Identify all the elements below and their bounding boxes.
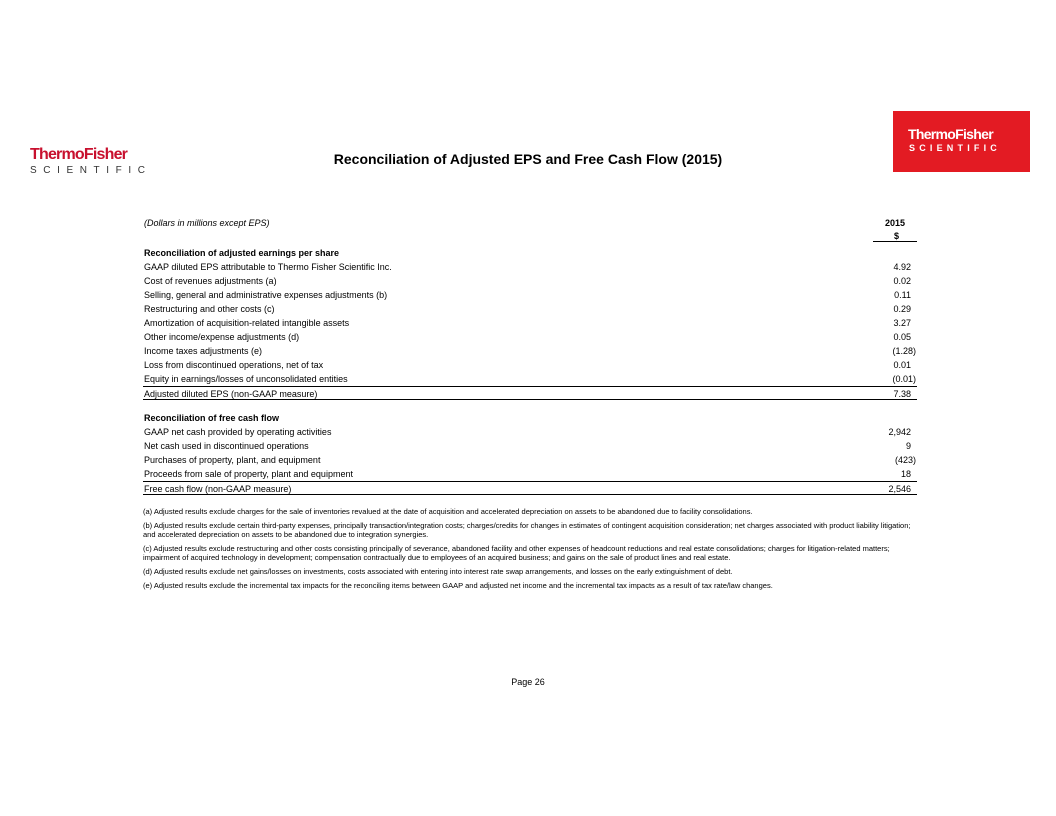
section-title: Reconciliation of free cash flow — [144, 413, 280, 423]
logo-right-brand: ThermoFisher — [908, 126, 993, 142]
total-label: Adjusted diluted EPS (non-GAAP measure) — [144, 389, 318, 399]
footnote-e: (e) Adjusted results exclude the incremental tax impacts for the reconciling items between GAAP and adjusted net income and the incremental tax impacts as a result of tax rate/law changes. — [143, 581, 773, 590]
footnote-a: (a) Adjusted results exclude charges for the sale of inventories revalued at the date of acquisition and accelerated depreciation on assets to be abandoned due to facility consolidations. — [143, 507, 753, 516]
row-label: GAAP diluted EPS attributable to Thermo Fisher Scientific Inc. — [144, 262, 392, 272]
table-row — [143, 330, 917, 344]
row-value: (1.28) — [892, 346, 916, 356]
table-row — [143, 316, 917, 330]
logo-left-sub: SCIENTIFIC — [30, 165, 152, 176]
table-row — [143, 425, 917, 439]
row-label: Purchases of property, plant, and equipment — [144, 455, 321, 465]
table-header-row — [143, 216, 917, 230]
row-label: Income taxes adjustments (e) — [144, 346, 263, 356]
row-value: 0.11 — [894, 290, 911, 300]
table-row — [143, 358, 917, 372]
table-row — [143, 288, 917, 302]
unit-row — [143, 230, 917, 242]
logo-right-sub: SCIENTIFIC — [909, 143, 1002, 153]
year-header: 2015 — [884, 218, 905, 228]
unit-label: $ — [893, 231, 899, 241]
row-label: Net cash used in discontinued operations — [144, 441, 309, 451]
row-value: (0.01) — [892, 374, 916, 384]
row-value: 3.27 — [893, 318, 911, 328]
table-caption: (Dollars in millions except EPS) — [144, 218, 270, 228]
row-label: Loss from discontinued operations, net of tax — [144, 360, 324, 370]
footnote-c: (c) Adjusted results exclude restructuring and other costs consisting principally of severance, abandoned facility and other expenses of headcount reductions and real estate consolidations; charges for litigation-related matters; impairment of acquired technology in development; compensation contractually due to employees of an acquired business; and gains on the sale of product lines and real estate. — [143, 544, 890, 562]
row-label: Amortization of acquisition-related intangible assets — [144, 318, 350, 328]
table-row — [143, 302, 917, 316]
eps-section-title-row — [143, 246, 917, 260]
total-value: 7.38 — [893, 389, 911, 399]
table-row — [143, 372, 917, 386]
footnotes — [143, 507, 917, 595]
table-row — [143, 439, 917, 453]
row-label: Proceeds from sale of property, plant and equipment — [144, 469, 353, 479]
page-number: Page 26 — [511, 677, 545, 687]
row-value: 0.01 — [893, 360, 911, 370]
row-label: Selling, general and administrative expenses adjustments (b) — [144, 290, 388, 300]
table-row — [143, 344, 917, 358]
footnote-b: (b) Adjusted results exclude certain third-party expenses, principally transaction/integration costs; charges/credits for changes in estimates of contingent acquisition consideration; net charges associated with product liability litigation; and accelerated depreciation on assets to be abandoned due to integration synergies. — [143, 521, 911, 539]
row-value: 9 — [905, 441, 911, 451]
table-row — [143, 260, 917, 274]
table-row — [143, 274, 917, 288]
reconciliation-table — [143, 216, 917, 495]
total-value: 2,546 — [888, 484, 911, 494]
total-row — [143, 481, 917, 495]
fcf-section-title-row — [143, 411, 917, 425]
row-value: 18 — [900, 469, 911, 479]
row-label: Restructuring and other costs (c) — [144, 304, 275, 314]
row-label: Equity in earnings/losses of unconsolidated entities — [144, 374, 348, 384]
section-title: Reconciliation of adjusted earnings per share — [144, 248, 340, 258]
row-value: 2,942 — [888, 427, 911, 437]
row-value: 0.29 — [893, 304, 911, 314]
row-value: 0.02 — [893, 276, 911, 286]
total-label: Free cash flow (non-GAAP measure) — [144, 484, 292, 494]
table-row — [143, 467, 917, 481]
row-value: 4.92 — [893, 262, 911, 272]
row-label: Cost of revenues adjustments (a) — [144, 276, 277, 286]
page-title: Reconciliation of Adjusted EPS and Free Cash Flow (2015) — [333, 151, 723, 167]
total-row — [143, 386, 917, 400]
footnote-d: (d) Adjusted results exclude net gains/losses on investments, costs associated with entering into interest rate swap arrangements, and losses on the early extinguishment of debt. — [143, 567, 733, 576]
row-value: (423) — [894, 455, 916, 465]
row-label: GAAP net cash provided by operating activities — [144, 427, 332, 437]
logo-left-brand: ThermoFisher — [30, 146, 128, 163]
row-value: 0.05 — [893, 332, 911, 342]
table-row — [143, 453, 917, 467]
header-underline — [873, 241, 917, 242]
row-label: Other income/expense adjustments (d) — [144, 332, 300, 342]
